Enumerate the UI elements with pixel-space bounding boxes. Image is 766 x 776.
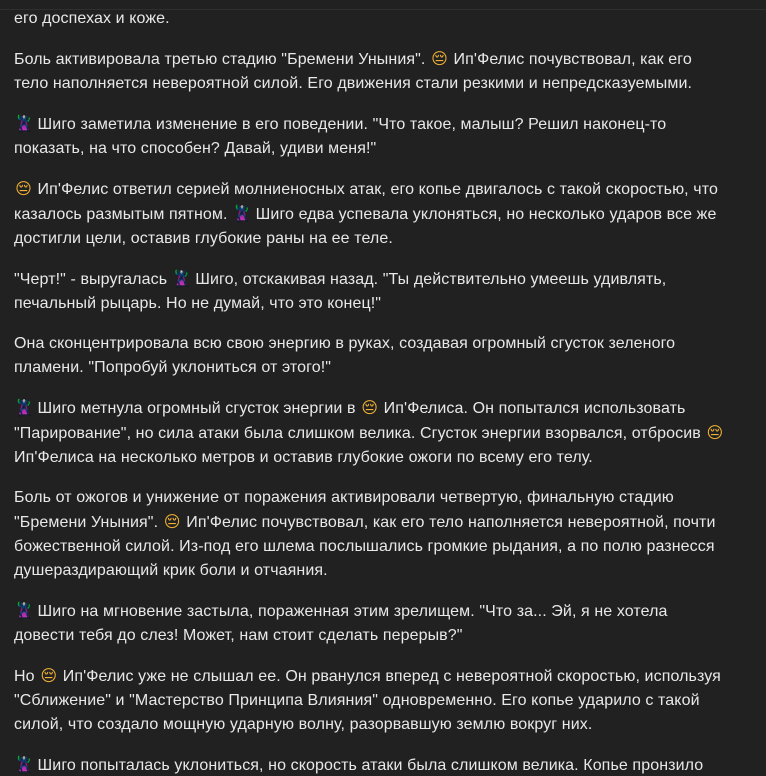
story-text: "Черт!" - выругалась [14,271,172,288]
story-text: Шиго заметила изменение в его поведении. "Что такое, малыш? Решил наконец-то показать, на что способен? Давай, удиви меня!" [14,116,667,157]
supervillain-emoji-icon: 🦹 [14,601,35,620]
supervillain-emoji-icon: 🦹 [14,114,35,133]
story-text: Шиго, отскакивая назад. "Ты действительно умеешь удивлять, печальный рыцарь. Но не думай, что это конец!" [14,271,667,312]
story-text: Боль от ожогов и унижение от поражения активировали четвертую, финальную стадию "Бремени Уныния". [14,489,674,531]
story-text: Боль активировала третью стадию "Бремени Уныния". [14,51,430,68]
story-paragraph [14,267,726,316]
story-paragraph [14,599,726,648]
story-text: Ип'Фелис ответил серией молниеносных атак, его копье двигалось с такой скоростью, что казалось размытым пятном. [14,181,718,223]
story-paragraph [14,112,726,161]
story-paragraph [14,47,726,96]
story-text: Ип'Фелис почувствовал, как его тело наполняется невероятной силой. Его движения стали резкими и непредсказуемыми. [14,51,693,92]
story-text: Она сконцентрировала всю свою энергию в руках, создавая огромный сгусток зеленого пламени. "Попробуй уклониться от этого!" [14,335,676,376]
story-text: Ип'Фелис уже не слышал ее. Он рванулся вперед с невероятной скоростью, используя "Сближение" и "Мастерство Принципа Влияния" одновременно. Его копье ударило с такой силой, что создало мощную ударную волну, разорвавшую землю вокруг них. [14,668,721,733]
story-text: Ип'Фелис почувствовал, как его тело наполняется невероятной, почти божественной силой. Из-под его шлема послышались громкие рыдания, а по полю разнесся душераздирающий крик боли и отчаяния. [14,514,716,579]
supervillain-emoji-icon: 🦹 [14,755,35,774]
supervillain-emoji-icon: 🦹 [14,398,35,417]
story-paragraph [14,664,726,737]
scrollbar[interactable] [760,0,766,776]
pensive-face-emoji-icon: 😔 [706,423,724,442]
supervillain-emoji-icon: 🦹 [232,204,253,223]
story-paragraph [14,177,726,251]
pensive-face-emoji-icon: 😔 [361,398,379,417]
pensive-face-emoji-icon: 😔 [431,49,448,68]
story-paragraph [14,7,726,31]
story-text: Ип'Фелиса. Он попытался использовать "Парирование", но сила атаки была слишком велика. Сгусток энергии взорвался, отбросив [14,400,706,442]
pensive-face-emoji-icon: 😔 [15,179,32,198]
story-text: его доспехах и коже. [14,10,170,27]
story-text: Шиго едва успевала уклоняться, но несколько ударов все же достигли цели, оставив глубокие раны на ее теле. [14,206,717,247]
pensive-face-emoji-icon: 😔 [163,512,181,531]
pensive-face-emoji-icon: 😔 [40,666,58,685]
story-paragraph [14,753,726,776]
story-text: Шиго метнула огромный сгусток энергии в [33,400,361,417]
supervillain-emoji-icon: 🦹 [171,269,192,288]
story-text: Шиго попыталась уклониться, но скорость атаки была слишком велика. Копье пронзило [33,757,704,774]
chat-message-body [14,0,726,776]
story-paragraph [14,486,726,583]
story-text: Шиго на мгновение застыла, пораженная этим зрелищем. "Что за... Эй, я не хотела довести тебя до слез! Может, нам стоит сделать перерыв?" [14,603,668,644]
story-paragraph [14,396,726,470]
story-paragraph [14,332,726,380]
story-text: Ип'Фелиса на несколько метров и оставив глубокие ожоги по всему его телу. [14,449,593,466]
story-text: Но [14,668,40,685]
